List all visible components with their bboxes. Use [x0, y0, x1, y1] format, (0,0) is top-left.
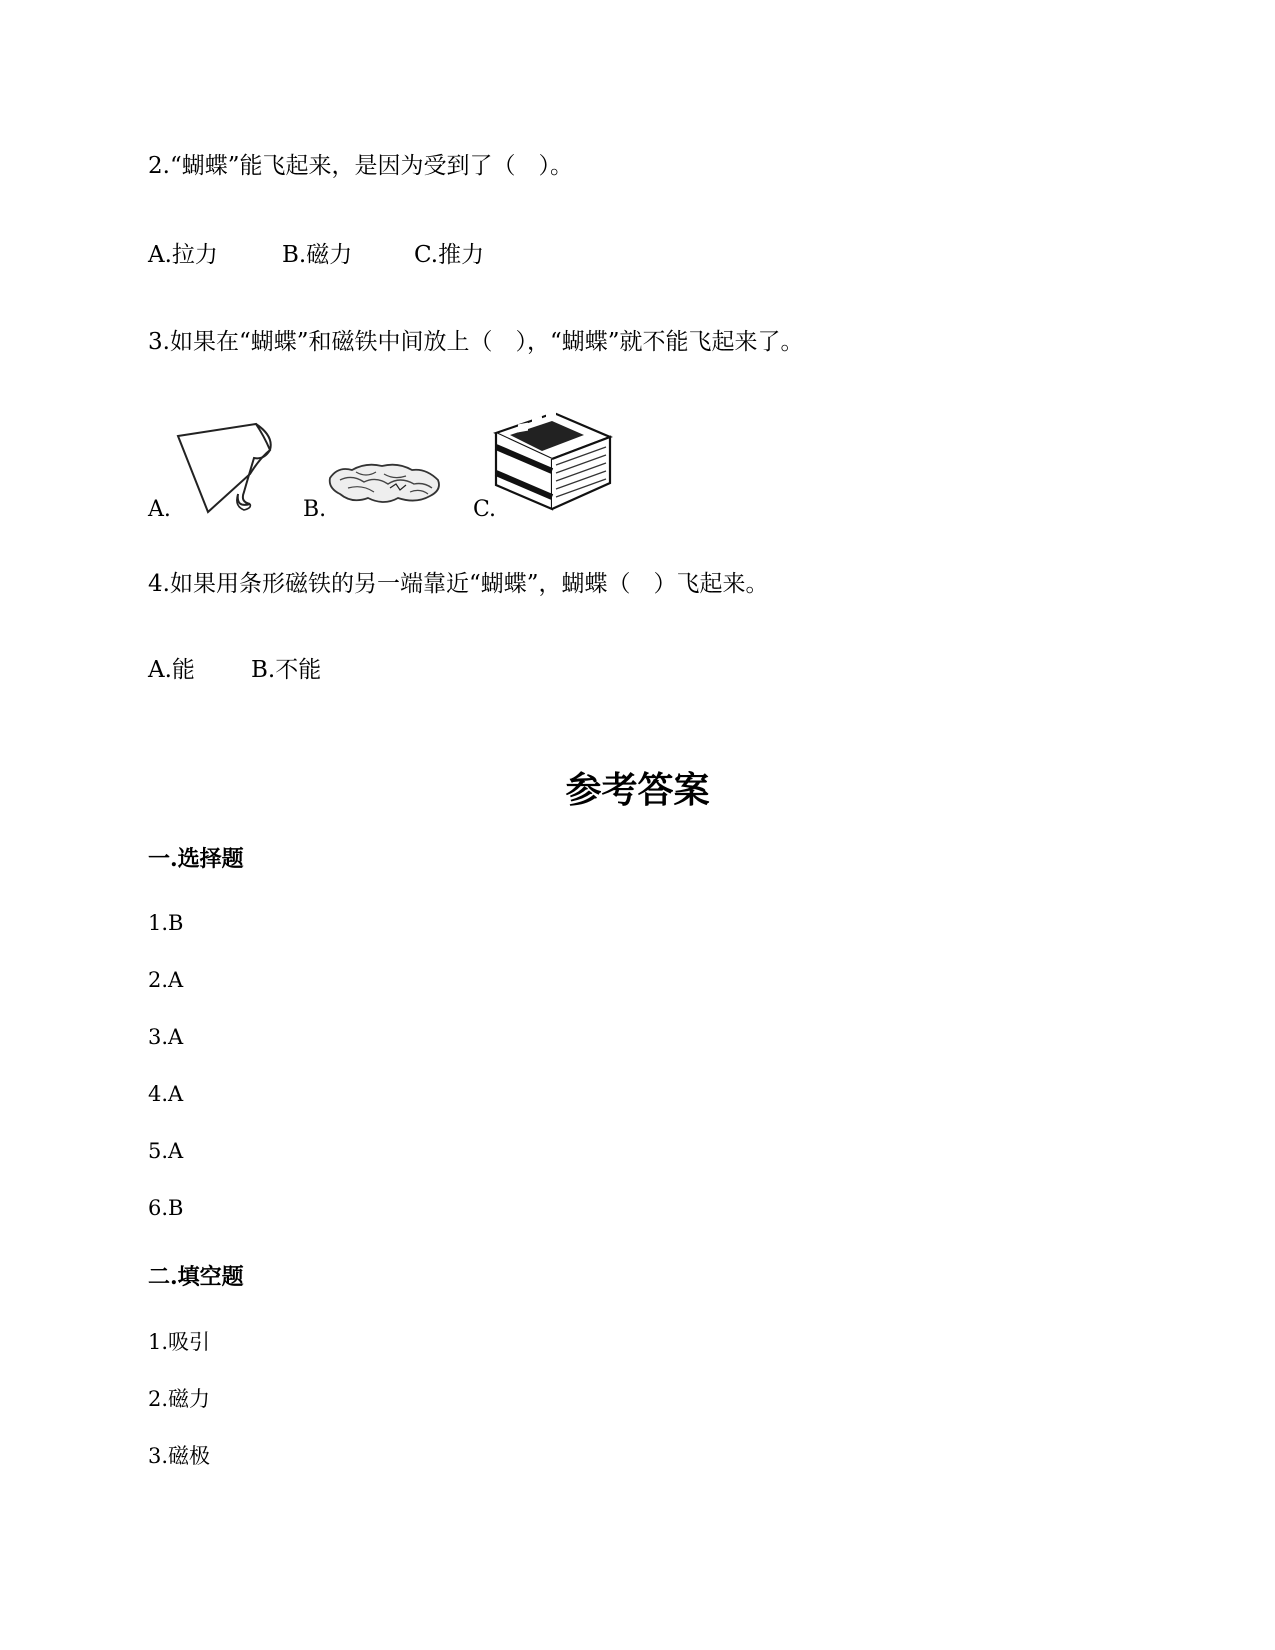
question-2-text: 2.“蝴蝶”能飞起来，是因为受到了（ ）。 [148, 153, 573, 179]
option-c: C.推力 [414, 242, 485, 268]
section-heading-choice: 一.选择题 [148, 846, 244, 872]
section-heading-fill: 二.填空题 [148, 1264, 244, 1290]
answer-item: 1.吸引 [148, 1330, 211, 1354]
option-b-label: B. [303, 497, 327, 522]
answer-item: 2.磁力 [148, 1387, 211, 1411]
answer-item: 3.磁极 [148, 1444, 211, 1468]
question-4-text: 4.如果用条形磁铁的另一端靠近“蝴蝶”，蝴蝶（ ）飞起来。 [148, 571, 769, 597]
answer-item: 5.A [148, 1139, 184, 1163]
option-c-label: C. [473, 497, 497, 522]
answer-item: 3.A [148, 1025, 184, 1049]
book-icon [492, 411, 616, 511]
answer-item: 6.B [148, 1196, 184, 1220]
question-4-options [148, 656, 321, 684]
option-b: B.磁力 [282, 242, 353, 268]
answer-item: 2.A [148, 968, 184, 992]
answer-key-title: 参考答案 [565, 769, 710, 811]
answer-item: 4.A [148, 1082, 184, 1106]
question-2-options [148, 241, 484, 269]
option-a: A.拉力 [148, 242, 218, 268]
option-a-label: A. [148, 497, 171, 522]
question-3-text: 3.如果在“蝴蝶”和磁铁中间放上（ ），“蝴蝶”就不能飞起来了。 [148, 329, 804, 355]
option-b: B.不能 [251, 657, 322, 683]
answer-item: 1.B [148, 911, 184, 935]
crumpled-cloth-icon [326, 454, 444, 510]
paper-sheet-icon [174, 418, 284, 518]
option-a: A.能 [148, 657, 195, 683]
